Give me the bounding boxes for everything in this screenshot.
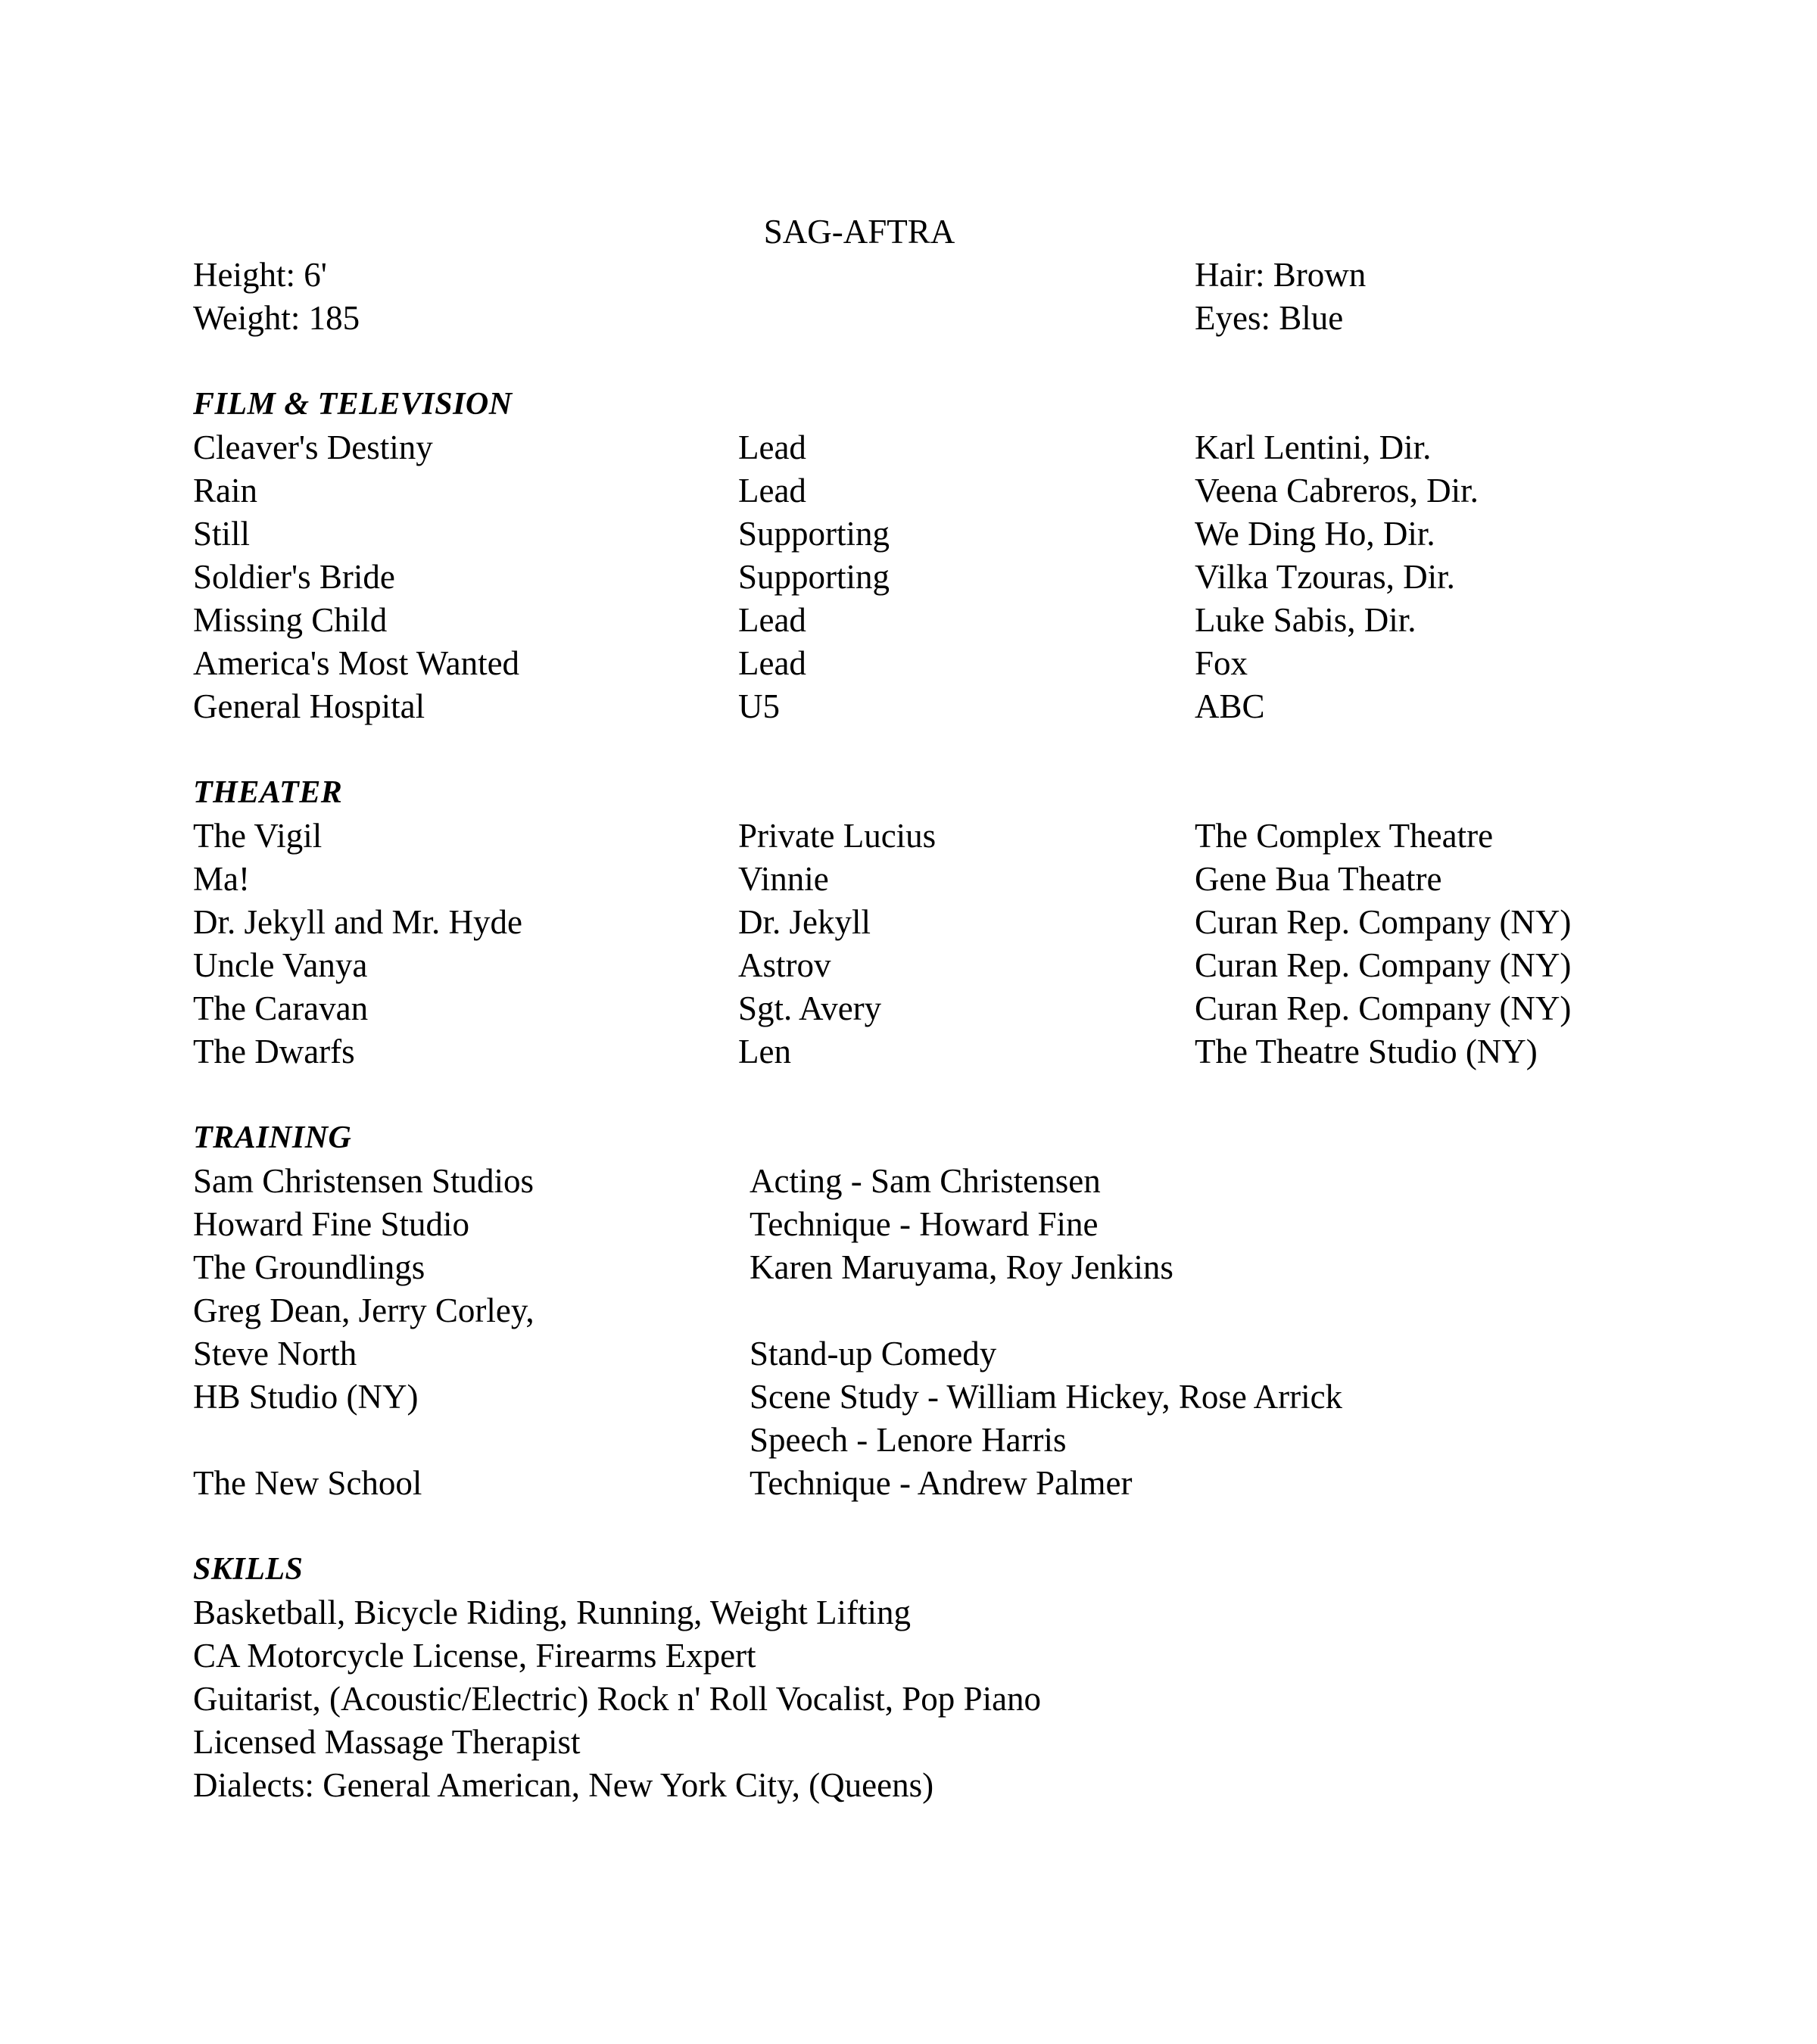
skill-row xyxy=(193,1591,1632,1634)
training-school: HB Studio (NY) xyxy=(193,1378,419,1416)
credit-company: Curan Rep. Company (NY) xyxy=(1195,903,1572,941)
stats-row-weight xyxy=(193,297,1632,340)
section-heading: FILM & TELEVISION xyxy=(193,387,513,422)
skill-row xyxy=(193,1721,1632,1764)
section-film-television xyxy=(193,383,1632,728)
credit-row xyxy=(193,599,1632,642)
credit-title: America's Most Wanted xyxy=(193,644,520,682)
credit-role: Lead xyxy=(738,644,806,682)
skill-row xyxy=(193,1678,1632,1721)
credit-title: Ma! xyxy=(193,860,250,898)
credit-row xyxy=(193,642,1632,685)
credit-role: Vinnie xyxy=(738,860,829,898)
height-stat: Height: 6' xyxy=(193,256,327,294)
training-school: The Groundlings xyxy=(193,1248,425,1286)
union-row xyxy=(193,210,1632,254)
eyes-stat: Eyes: Blue xyxy=(1195,299,1344,337)
credit-title: General Hospital xyxy=(193,687,425,725)
credit-title: The Vigil xyxy=(193,817,323,855)
credit-company: Veena Cabreros, Dir. xyxy=(1195,472,1479,509)
training-detail: Acting - Sam Christensen xyxy=(750,1162,1101,1200)
training-school: The New School xyxy=(193,1464,422,1502)
training-row xyxy=(193,1419,1632,1462)
credit-company: The Complex Theatre xyxy=(1195,817,1494,855)
credit-role: Private Lucius xyxy=(738,817,937,855)
credit-title: Uncle Vanya xyxy=(193,946,368,984)
credit-company: Vilka Tzouras, Dir. xyxy=(1195,558,1455,596)
credit-row xyxy=(193,858,1632,901)
skill-text: Licensed Massage Therapist xyxy=(193,1723,581,1761)
credit-company: The Theatre Studio (NY) xyxy=(1195,1033,1538,1070)
credit-row xyxy=(193,1030,1632,1073)
section-theater xyxy=(193,771,1632,1073)
credit-company: Gene Bua Theatre xyxy=(1195,860,1442,898)
credit-role: Supporting xyxy=(738,558,890,596)
credit-title: Cleaver's Destiny xyxy=(193,428,433,466)
section-heading: TRAINING xyxy=(193,1120,352,1155)
credit-title: Rain xyxy=(193,472,257,509)
training-row xyxy=(193,1246,1632,1289)
credit-company: Fox xyxy=(1195,644,1248,682)
union-affiliation: SAG-AFTRA xyxy=(763,213,955,251)
skill-text: Basketball, Bicycle Riding, Running, Weight Lifting xyxy=(193,1594,911,1631)
credit-row xyxy=(193,469,1632,513)
credit-title: The Dwarfs xyxy=(193,1033,355,1070)
credit-title: Missing Child xyxy=(193,601,388,639)
section-heading: THEATER xyxy=(193,775,343,810)
training-detail: Speech - Lenore Harris xyxy=(750,1421,1067,1459)
skill-row xyxy=(193,1764,1632,1807)
credit-role: U5 xyxy=(738,687,780,725)
training-row xyxy=(193,1289,1632,1332)
training-school: Greg Dean, Jerry Corley, xyxy=(193,1292,535,1329)
credit-role: Sgt. Avery xyxy=(738,989,882,1027)
skill-text: Dialects: General American, New York City, (Queens) xyxy=(193,1766,934,1804)
stats-row-height xyxy=(193,254,1632,297)
credit-title: Still xyxy=(193,515,251,553)
credit-title: The Caravan xyxy=(193,989,369,1027)
training-detail: Karen Maruyama, Roy Jenkins xyxy=(750,1248,1173,1286)
section-skills xyxy=(193,1548,1632,1807)
credit-row xyxy=(193,815,1632,858)
spacer xyxy=(193,728,1632,771)
credit-company: We Ding Ho, Dir. xyxy=(1195,515,1435,553)
skill-text: CA Motorcycle License, Firearms Expert xyxy=(193,1637,756,1675)
spacer xyxy=(193,1505,1632,1548)
credit-company: Curan Rep. Company (NY) xyxy=(1195,989,1572,1027)
credit-row xyxy=(193,513,1632,556)
training-detail: Stand-up Comedy xyxy=(750,1335,997,1373)
credit-title: Soldier's Bride xyxy=(193,558,395,596)
training-row xyxy=(193,1376,1632,1419)
credit-role: Supporting xyxy=(738,515,890,553)
spacer xyxy=(193,1073,1632,1117)
weight-stat: Weight: 185 xyxy=(193,299,360,337)
credit-company: Karl Lentini, Dir. xyxy=(1195,428,1432,466)
spacer xyxy=(193,340,1632,383)
credit-row xyxy=(193,987,1632,1030)
credit-role: Lead xyxy=(738,601,806,639)
credit-role: Lead xyxy=(738,428,806,466)
training-school: Steve North xyxy=(193,1335,357,1373)
training-detail: Scene Study - William Hickey, Rose Arrick xyxy=(750,1378,1343,1416)
credit-row xyxy=(193,944,1632,987)
credit-company: Luke Sabis, Dir. xyxy=(1195,601,1417,639)
skill-text: Guitarist, (Acoustic/Electric) Rock n' Roll Vocalist, Pop Piano xyxy=(193,1680,1042,1718)
credit-role: Len xyxy=(738,1033,791,1070)
credit-title: Dr. Jekyll and Mr. Hyde xyxy=(193,903,522,941)
training-row xyxy=(193,1160,1632,1203)
credit-row xyxy=(193,685,1632,728)
credit-role: Lead xyxy=(738,472,806,509)
credit-company: ABC xyxy=(1195,687,1265,725)
training-row xyxy=(193,1203,1632,1246)
section-training xyxy=(193,1117,1632,1505)
credit-row xyxy=(193,426,1632,469)
training-row xyxy=(193,1332,1632,1376)
credit-row xyxy=(193,556,1632,599)
training-school: Sam Christensen Studios xyxy=(193,1162,535,1200)
credit-role: Astrov xyxy=(738,946,831,984)
credit-row xyxy=(193,901,1632,944)
training-detail: Technique - Andrew Palmer xyxy=(750,1464,1133,1502)
resume-body xyxy=(193,210,1632,1807)
skill-row xyxy=(193,1634,1632,1678)
training-school: Howard Fine Studio xyxy=(193,1205,469,1243)
credit-role: Dr. Jekyll xyxy=(738,903,871,941)
section-heading: SKILLS xyxy=(193,1552,304,1587)
hair-stat: Hair: Brown xyxy=(1195,256,1367,294)
training-row xyxy=(193,1462,1632,1505)
training-detail: Technique - Howard Fine xyxy=(750,1205,1099,1243)
credit-company: Curan Rep. Company (NY) xyxy=(1195,946,1572,984)
